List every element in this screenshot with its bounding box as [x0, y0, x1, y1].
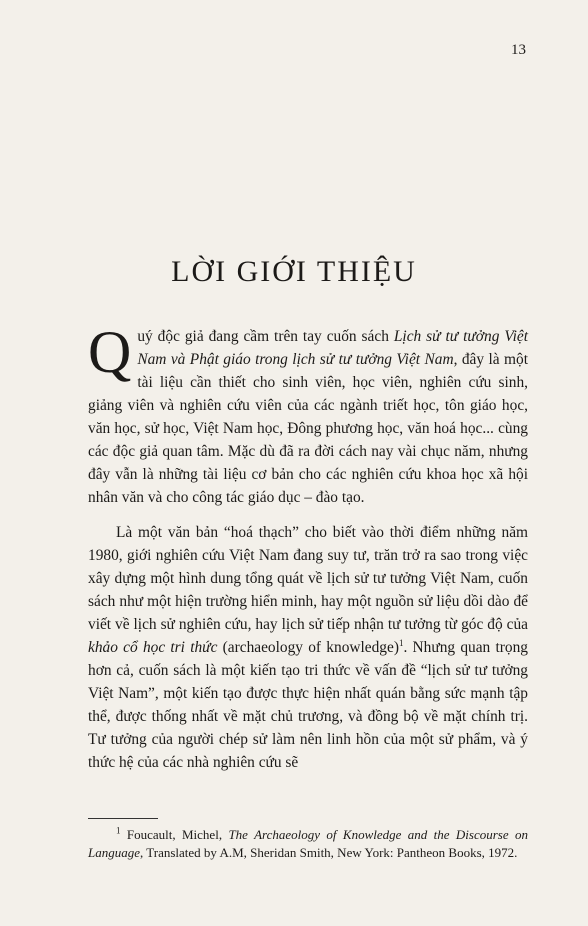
para2-text-a: Là một văn bản “hoá thạch” cho biết vào thời điểm những năm 1980, giới nghiên cứu Việt Nam đang suy tư, trăn trở ra sao trong việc xây dựng một hình dung tổng quát về lịch sử tư tưởng Việt Nam, cuốn sách như một hiện trường hiển minh, hay một nguồn sử liệu dồi dào để viết về lịch sử nghiên cứu, hay lịch sử tiếp nhận tư tưởng từ góc độ của	[88, 524, 528, 633]
footnote-text-a: Foucault, Michel,	[120, 827, 229, 842]
para1-text-a: uý độc giả đang cầm trên tay cuốn sách	[137, 328, 394, 345]
footnote-text-b: , Translated by A.M, Sheridan Smith, New York: Pantheon Books, 1972.	[140, 845, 518, 860]
para2-text-c: . Nhưng quan trọng hơn cả, cuốn sách là một kiến tạo tri thức về vấn đề “lịch sử tư tưởng Việt Nam”, một kiến tạo được thực hiện nhất quán bằng sức mạnh tập thể, được thống nhất về mặt chủ trương, và đồng bộ về mặt chính trị. Tư tưởng của người chép sử làm nên linh hồn của một sử phẩm, và ý thức hệ của các nhà nghiên cứu sẽ	[88, 639, 528, 771]
paragraph-2	[88, 521, 528, 774]
chapter-title: LỜI GIỚI THIỆU	[171, 255, 417, 288]
book-title-italic: Lịch sử tư tưởng Việt Nam và Phật giáo trong lịch sử tư tưởng Việt Nam	[137, 328, 528, 368]
footnote-rule	[88, 818, 158, 819]
footnote-ref: 1	[398, 637, 404, 648]
footnote	[88, 826, 528, 862]
para2-text-b: (archaeology of knowledge)	[217, 639, 399, 656]
term-italic: khảo cổ học tri thức	[88, 639, 218, 656]
footnote-title-italic: The Archaeology of Knowledge and the Discourse on Language	[88, 827, 528, 860]
footnote-number: 1	[116, 825, 121, 836]
body-text	[88, 319, 528, 774]
paragraph-1	[88, 319, 528, 509]
para1-text-b: , đây là một tài liệu cần thiết cho sinh viên, học viên, nghiên cứu sinh, giảng viên và nghiên cứu viên của các ngành triết học, tôn giáo học, văn học, sử học, Việt Nam học, Đông phương học, văn hoá học... cùng các độc giả quan tâm. Mặc dù đã ra đời cách nay vài chục năm, nhưng đây vẫn là những tài liệu cơ bản cho các nghiên cứu khoa học xã hội nhân văn và cho công tác giáo dục – đào tạo.	[88, 351, 528, 506]
page-number: 13	[511, 42, 526, 58]
drop-cap: Q	[88, 319, 132, 385]
